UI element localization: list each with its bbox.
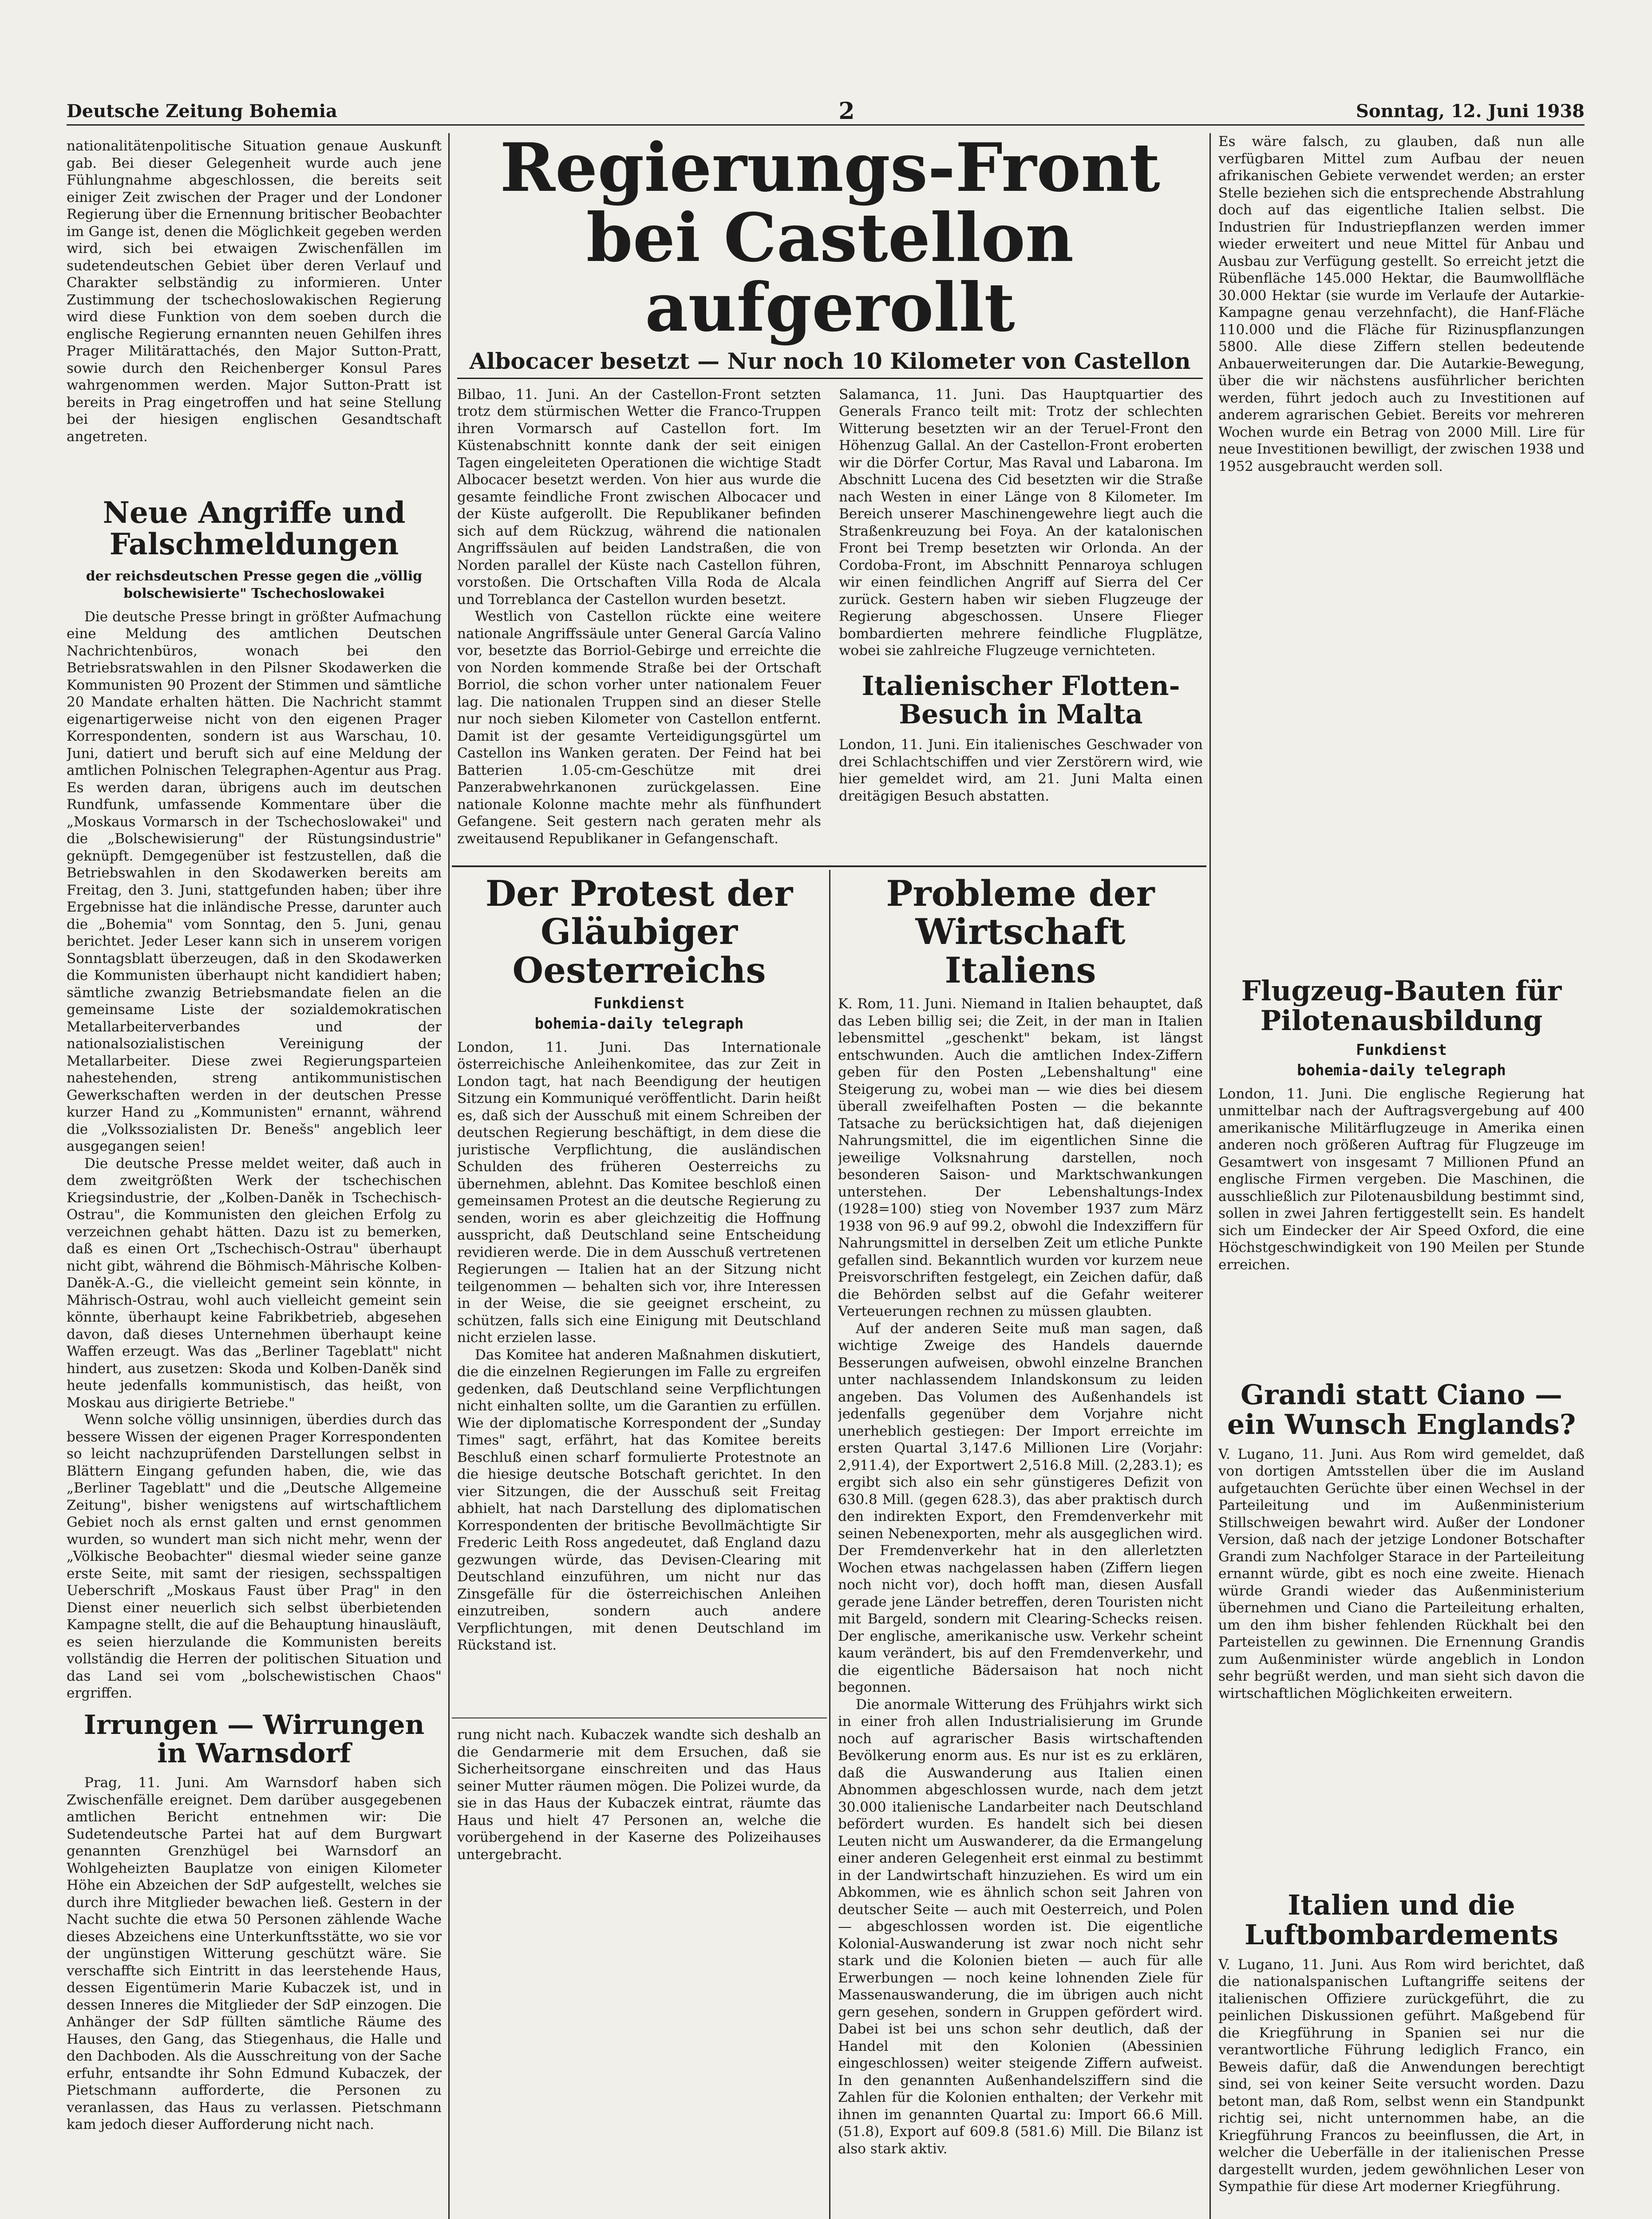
article-probleme-continued xyxy=(1218,133,1585,963)
article-regierungs-front xyxy=(457,133,1203,861)
paragraph: Die deutsche Presse meldet weiter, daß auch in dem zweitgrößten Werk der tschechischen Kriegsindustrie, der „Kolben-Daněk in Tschechisch-Ostrau", die Kommunisten den gleichen Erfolg zu verzeichnen gehabt hätten. Dazu ist zu bemerken, daß es einen Ort „Tschechisch-Ostrau" überhaupt nicht gibt, während die Böhmisch-Mährische Kolben-Daněk-A.-G., die vielleicht gemeint sein könnte, in Mährisch-Ostrau, wohl auch vielleicht gemeint sein könnte, überhaupt keine Fabrikbetrieb, abgesehen davon, daß dieses Unternehmen überhaupt keine Waffen erzeugt. Was das „Berliner Tageblatt" nicht hindert, aus zusetzen: Skoda und Kolben-Daněk sind heute jedenfalls kommunistisch, das heißt, von Moskau aus dirigierte Betriebe." xyxy=(67,1155,442,1411)
section-rule xyxy=(452,865,1206,867)
paragraph: Das Komitee hat anderen Maßnahmen diskutiert, die die einzelnen Regierungen im Falle zu ergreifen gedenken, daß Deutschland seine Verpflichtungen nicht einhalten sollte, um die Garantien zu erfüllen. Wie der diplomatische Korrespondent der „Sunday Times" sagt, erfährt, hat das Komitee bereits Beschluß einen scharf formulierte Protestnote an die hiesige deutsche Botschaft gerichtet. In den vier Sitzungen, die der Ausschuß seit Freitag abhielt, hat nach Darstellung des diplomatischen Korrespondenten der britische Bevollmächtigte Sir Frederic Leith Ross angedeutet, daß England dazu gezwungen würde, das Devisen-Clearing mit Deutschland einzuführen, um nicht nur das Zinsgefälle für die österreichischen Anleihen einzutreiben, sondern auch andere Verpflichtungen, mit denen Deutschland im Rückstand ist. xyxy=(457,1346,821,1654)
paragraph: Westlich von Castellon rückte eine weitere nationale Angriffssäule unter General García Valino vor, besetzte das Borriol-Gebirge und erreichte die von Norden kommende Straße bei der Ortschaft Borriol, die schon vorher unter nationalem Feuer lag. Die nationalen Truppen sind an dieser Stelle nur noch sieben Kilometer von Castellon entfernt. Damit ist der gesamte Verteidigungsgürtel um Castellon ins Wanken geraten. Der Feind hat bei Batterien 1.05-cm-Geschütze mit drei Panzerabwehrkanonen zurückgelassen. Eine nationale Kolonne machte mehr als fünfhundert Gefangene. Seit gestern nach geraten mehr als zweitausend Republikaner in Gefangenschaft. xyxy=(457,608,821,847)
article-source: bohemia-daily telegraph xyxy=(1297,1061,1506,1079)
page-number: 2 xyxy=(838,97,855,125)
issue-date: Sonntag, 12. Juni 1938 xyxy=(1356,100,1585,122)
article-dienst: Funkdienst xyxy=(593,995,685,1013)
paragraph: London, 11. Juni. Die englische Regierung hat unmittelbar nach der Auftragsvergebung auf 400 amerikanische Militärflugzeuge in Amerika einen anderen noch größeren Auftrag für Flugzeuge im Gesamtwert von insgesamt 7 Millionen Pfund an englische Firmen vergeben. Die Maschinen, die ausschließlich zur Pilotenausbildung bestimmt sind, sollen in zwei Jahren fertiggestellt sein. Es handelt sich um Eindecker der Air Speed Oxford, die eine Höchstgeschwindigkeit von 190 Meilen per Stunde erreichen. xyxy=(1218,1086,1585,1273)
paragraph: Es wäre falsch, zu glauben, daß nun alle verfügbaren Mittel zum Aufbau der neuen afrikanischen Gebiete verwendet werden; an erster Stelle beziehen sich die entsprechende Abstrahlung doch auf das eigentliche Italien selbst. Die Industrien für Industriepflanzen werden immer wieder erweitert und neue Mittel für Anbau und Ausbau zur Verfügung gestellt. So erreicht jetzt die Rübenfläche 145.000 Hektar, die Baumwollfläche 30.000 Hektar (sie wurde im Verlaufe der Autarkie-Kampagne genau verzehnfacht), die Hanf-Fläche 110.000 und die Fläche für Rizinuspflanzungen 5800. Alle diese Ziffern stellen bedeutende Anbauerweiterungen dar. Die Autarkie-Bewegung, über die wir nächstens ausführlicher berichten werden, führt jedoch auch zu Investitionen auf anderem agrarischen Gebiet. Bereits vor mehreren Wochen wurde ein Betrag von 2000 Mill. Lire für neue Investitionen bewilligt, der zwischen 1938 und 1952 ausgebraucht werden soll. xyxy=(1218,134,1585,474)
article-headline: Irrungen — Wirrungen in Warnsdorf xyxy=(83,1709,425,1769)
article-dienst: Funkdienst xyxy=(1356,1041,1447,1059)
article-flotte xyxy=(839,736,1203,805)
article-headline: Italienischer Flotten-Besuch in Malta xyxy=(862,670,1180,730)
article-source: bohemia-daily telegraph xyxy=(534,1015,744,1033)
paragraph: nationalitätenpolitische Situation genaue Auskunft gab. Bei dieser Gelegenheit wurde auch jene Fühlungnahme abgeschlossen, die bereits seit einiger Zeit zwischen der Prager und der Londoner Regierung über die Ernennung britischer Beobachter im Gange ist, denen die Möglichkeit gegeben werden wird, sich bei etwaigen Zwischenfällen im sudetendeutschen Gebiet über deren Verlauf und Charakter selbständig zu informieren. Unter Zustimmung der tschechoslowakischen Regierung wird diese Funktion von dem soeben durch die englische Regierung ernannten neuen Gehilfen ihres Prager Militärattachés, den Major Sutton-Pratt, sowie durch den Reichenberger Konsul Pares wahrgenommen werden. Major Sutton-Pratt ist bereits in Prag eingetroffen und hat seine Stellung bei der hiesigen englischen Gesandtschaft angetreten. xyxy=(67,138,442,445)
article-flugzeug xyxy=(1218,976,1585,1367)
paragraph: Die anormale Witterung des Frühjahrs wirkt sich in einer froh allen Industrialisierung im Grunde noch auf agrarischer Basis wirtschaftenden Bevölkerung enorm aus. Es nur ist es zu erklären, daß die Auswanderung aus Italien einen Abnommen abgeschlossen wurde, nach dem jetzt 30.000 italienische Landarbeiter nach Deutschland befördert wurden. Es handelt sich bei diesen Leuten nicht um Auswanderer, da die Ermangelung einer anderen Gelegenheit erst einmal zu bestimmt in der Landwirtschaft hinzuziehen. Es wird um ein Abkommen, wie es ähnlich schon seit Jahren von deutscher Seite — auch mit Oesterreich, und Polen — abgeschlossen worden ist. Die eigentliche Kolonial-Auswanderung ist zwar noch nicht sehr stark und die Kolonien bieten — auch für alle Erwerbungen — noch keine lohnenden Ziele für Massenauswanderung, die im übrigen auch nicht gern gesehen, sondern in Gruppen gefördert wird. Dabei ist bei uns schon sehr deutlich, daß der Handel mit den Kolonien (Abessinien eingeschlossen) weiter steigende Ziffern aufweist. In den genannten Außenhandelsziffern sind die Zahlen für die Kolonien enthalten; der Verkehr mit ihnen im genannten Quartal zu: Import 66.6 Mill. (51.8), Export auf 609.8 (581.6) Mill. Die Bilanz ist also stark aktiv. xyxy=(838,1696,1203,2157)
article-headline: Probleme der Wirtschaft Italiens xyxy=(886,874,1155,991)
paragraph: K. Rom, 11. Juni. Niemand in Italien behauptet, daß das Leben billig sei; die Zeit, in der man in Italien lebensmittel „geschenkt" bekam, ist längst entschwunden. Auch die amtlichen Index-Ziffern geben für den Posten „Lebenshaltung" eine Steigerung zu, wobei man — wie dies bei diesem überall zweifelhaften Posten — die bekannte Tatsache zu berücksichtigen hat, daß diejenigen Nahrungsmittel, die im eigentlichen Sinne die jeweilige Volksnahrung darstellen, noch besonderen Saison- und Marktschwankungen unterstehen. Der Lebenshaltungs-Index (1928=100) stieg von November 1937 zum März 1938 von 96.9 auf 99.2, obwohl die Indexziffern für Nahrungsmittel in derselben Zeit um etliche Punkte gefallen sind. Bekanntlich wurden vor kurzem neue Preisvorschriften festgelegt, ein Zeichen dafür, daß die Behörden selbst auf die Gefahr weiterer Verteuerungen rechnen zu müssen glaubten. xyxy=(838,996,1203,1320)
paragraph: Bilbao, 11. Juni. An der Castellon-Front setzten trotz dem stürmischen Wetter die Franco-Truppen ihren Vormarsch auf Castellon fort. Im Küstenabschnitt konnte dank der seit einigen Tagen eingeleiteten Operationen die wichtige Stadt Albocacer besetzt werden. Von hier aus wurde die gesamte feindliche Front zwischen Albocacer und der Küste aufgerollt. Die Republikaner befinden sich auf dem Rückzug, während die nationalen Angriffssäulen auf beiden Landstraßen, die von Norden parallel der Küste nach Castellon führen, vorstoßen. Die Ortschaften Villa Roda de Alcala und Torreblanca der Castellon wurden besetzt. xyxy=(457,386,821,608)
paragraph: Prag, 11. Juni. Am Warnsdorf haben sich Zwischenfälle ereignet. Dem darüber ausgegebenen amtlichen Bericht entnehmen wir: Die Sudetendeutsche Partei hat auf dem Burgwart genannten Grenzhügel bei Warnsdorf an Wohlgeheizten Bauplatze von einigen Kilometer Höhe ein Abzeichen der SdP aufgestellt, welches sie durch ihre Mitglieder bewachen ließ. Gestern in der Nacht suchte die etwa 50 Personen zählende Wache dieses Abzeichens eine Unterkunftsstätte, wo sie vor der ungünstigen Witterung geschützt wäre. Sie verschaffte sich Eintritt in das leerstehende Haus, dessen Eigentümerin Marie Kubaczek ist, und in dessen Inneres die Mitglieder der SdP einzogen. Die Anhänger der SdP füllten sämtliche Räume des Hauses, den Gang, das Stiegenhaus, die Halle und den Dachboden. Als die Ausschreitung von der Sache erfuhr, entsandte ihr Sohn Edmund Kubaczek, der Pietschmann aufforderte, die Personen zu veranlassen, das Haus zu verlassen. Pietschmann kam jedoch dieser Aufforderung nicht nach. xyxy=(67,1775,442,2133)
paragraph: Die deutsche Presse bringt in größter Aufmachung eine Meldung des amtlichen Deutschen Nachrichtenbüros, wonach bei den Betriebsratswahlen in den Pilsner Skodawerken die Kommunisten 90 Prozent der Stimmen und sämtliche 20 Mandate erhalten hätten. Die Nachricht stammt eigenartigerweise nicht von den eigenen Prager Korrespondenten, sondern ist aus Warschau, 10. Juni, datiert und beruft sich auf eine Meldung der amtlichen Polnischen Telegraphen-Agentur aus Prag. Es werden daran, übrigens auch im deutschen Rundfunk, umfassende Kommentare über die „Moskaus Vormarsch in der Tschechoslowakei" und die „Bolschewisierung" der Rüstungsindustrie" geknüpft. Demgegenüber ist festzustellen, daß die Betriebswahlen in den Skodawerken bereits am Freitag, den 3. Juni, stattgefunden haben; über ihre Ergebnisse hat die inländische Presse, darunter auch die „Bohemia" vom Sonntag, den 5. Juni, genau berichtet. Jeder Leser kann sich in unserem vorigen Sonntagsblatt überzeugen, daß in den Skodawerken die Kommunisten überhaupt nicht kandidiert haben; sämtliche zwanzig Betriebsmandate fielen an die gemeinsame Liste der sozialdemokratischen Metallarbeiterverbandes und der nationalsozialistischen Vereinigung der Metallarbeiter. Diese zwei Regierungsparteien nahestehenden, streng antikommunistischen Gewerkschaften werden in der deutschen Presse kurzer Hand zu „Kommunisten" ernannt, während die „Volkssozialisten Dr. Benešs" angeblich leer ausgegangen seien! xyxy=(67,608,442,1155)
article-headline: Flugzeug-Bauten für Pilotenausbildung xyxy=(1241,976,1562,1037)
paragraph: London, 11. Juni. Das Internationale österreichische Anleihenkomitee, das zur Zeit in London tagt, hat nach Beendigung der heutigen Sitzung ein Kommuniqué veröffentlicht. Darin heißt es, daß sich der Ausschuß mit einem Schreiben der deutschen Regierung beschäftigt, in dem diese die juristische Verpflichtung, die ausländischen Schulden des früheren Oesterreichs zu übernehmen, ablehnt. Das Komitee beschloß einen gemeinsamen Protest an die deutsche Regierung zu senden, worin es aber gleichzeitig die Hoffnung ausspricht, daß Deutschland seine Entscheidung revidieren werde. Die in dem Ausschuß vertretenen Regierungen — Italien hat an der Sitzung nicht teilgenommen — behalten sich vor, ihre Interessen in der Weise, die sie geeignet erscheint, zu schützen, falls sich eine Einigung mit Deutschland nicht erzielen lasse. xyxy=(457,1039,821,1346)
paragraph: V. Lugano, 11. Juni. Aus Rom wird berichtet, daß die nationalspanischen Luftangriffe seitens der italienischen Offiziere zurückgeführt, die zu peinlichen Diskussionen geführt. Maßgebend für die Kriegführung in Spanien sei nur die verantwortliche Führung lediglich Franco, ein Beweis dafür, daß die Anwendungen berechtigt sind, sei von keiner Seite versucht worden. Dazu betont man, daß Rom, selbst wenn ein Standpunkt richtig sei, nicht unternommen habe, an die Kriegführung Francos zu beeinflussen, die Art, in welcher die Ueberfälle in der italienischen Presse dargestellt wurden, jedem gewöhnlichen Leser von Sympathie für diese Art moderner Kriegführung. xyxy=(1218,1956,1585,2195)
article-grandi xyxy=(1218,1380,1585,1877)
article-attache-text xyxy=(67,138,442,493)
column-rule xyxy=(1209,133,1211,2219)
paragraph: Auf der anderen Seite muß man sagen, daß wichtige Zweige des Handels dauernde Besserungen aufweisen, obwohl einzelne Branchen unter nachlassendem Inlandskonsum zu leiden angeben. Das Volumen des Außenhandels ist jedenfalls gegenüber dem Vorjahre nicht unerheblich gestiegen: Der Import erreichte im ersten Quartal 3,147.6 Millionen Lire (Vorjahr: 2,911.4), der Exportwert 2,516.8 Mill. (2,283.1); es ergibt sich also ein sehr günstigeres Defizit von 630.8 Mill. (gegen 628.3), das aber praktisch durch den indirekten Export, den Fremdenverkehr mit seinen Nebenexporten, mehr als ausgeglichen wird. Der Fremdenverkehr hat in den allerletzten Wochen etwas nachgelassen haben (Ziffern liegen noch nicht vor), doch hofft man, diesen Ausfall gerade jene Länder betreffen, deren Touristen nicht mit Bargeld, sondern mit Clearing-Schecks reisen. Der englische, amerikanische usw. Verkehr scheint kaum verändert, bis auf den Fremdenverkehr, und die eigentliche Bädersaison hat noch nicht begonnen. xyxy=(838,1320,1203,1696)
column-rule xyxy=(448,133,450,2219)
article-headline: Regierungs-Front bei Castellon aufgerollt xyxy=(500,133,1160,347)
article-irrungen-continued xyxy=(457,1726,821,2197)
article-headline: Neue Angriffe und Falschmeldungen xyxy=(103,497,406,562)
article-neue-angriffe xyxy=(67,497,442,2201)
article-headline: Grandi statt Ciano — ein Wunsch Englands? xyxy=(1227,1380,1576,1441)
column-rule xyxy=(829,870,830,2219)
article-probleme xyxy=(838,874,1203,2197)
paper-name: Deutsche Zeitung Bohemia xyxy=(67,100,337,122)
article-front-left xyxy=(457,386,821,848)
paragraph: Salamanca, 11. Juni. Das Hauptquartier des Generals Franco teilt mit: Trotz der schlechten Witterung besetzten wir an der Teruel-Front den Höhenzug Gallal. An der Castellon-Front eroberten wir die Dörfer Cortur, Mas Raval und Labarona. Im Abschnitt Lucena des Cid besetzten wir die Straße nach Westen in einer Länge von 8 Kilometer. Im Bereich unserer Maschinengewehre liegt auch die Straßenkreuzung bei Foya. An der katalonischen Front bei Tremp besetzten wir Orlonda. An der Cordoba-Front, im Abschnitt Pennaroya schlugen wir einen feindlichen Angriff auf Sierra del Cer zurück. Gestern haben wir sieben Flugzeuge der Regierung abgeschossen. Unsere Flieger bombardierten mehrere feindliche Flugplätze, wobei sie zahlreiche Flugzeuge vernichteten. xyxy=(839,386,1203,659)
masthead xyxy=(67,98,1585,126)
article-italien xyxy=(1218,1891,1585,2197)
article-protest xyxy=(457,874,821,1713)
article-headline: Der Protest der Gläubiger Oesterreichs xyxy=(485,874,793,991)
paragraph: London, 11. Juni. Ein italienisches Geschwader von drei Schlachtschiffen und vier Zerstörern wird, wie hier gemeldet wird, am 21. Juni Malta einen dreitägigen Besuch abstatten. xyxy=(839,737,1203,804)
article-headline: Italien und die Luftbombardements xyxy=(1245,1891,1558,1951)
article-subhead: der reichsdeutschen Presse gegen die „völlig bolschewisierte" Tschechoslowakei xyxy=(86,568,423,601)
article-front-right xyxy=(839,386,1203,659)
paragraph: V. Lugano, 11. Juni. Aus Rom wird gemeldet, daß von dortigen Amtsstellen über die im Ausland aufgetauchten Gerüchte über einen Wechsel in der Parteileitung und im Außenministerium Stillschweigen bewahrt wird. Außer der Londoner Version, daß nach der jetzige Londoner Botschafter Grandi zum Nachfolger Starace in der Parteileitung ernannt würde, gibt es noch eine zweite. Hienach würde Grandi wieder das Außenministerium übernehmen und Ciano die Parteileitung erhalten, um den ihm bisher fehlenden Rückhalt bei den Parteistellen zu gewinnen. Die Ernennung Grandis zum Außenminister würde angeblich in London sehr begrüßt werden, und man sieht sich davon die wirtschaftlichen Möglichkeiten erweitern. xyxy=(1218,1446,1585,1702)
paragraph: rung nicht nach. Kubaczek wandte sich deshalb an die Gendarmerie mit dem Ersuchen, daß sie Sicherheitsorgane einschreiten und das Haus seiner Mutter räumen mögen. Die Polizei wurde, da sie in das Haus der Kubaczek eintrat, räumte das Haus und hielt 47 Personen an, welche die vorübergehend in der Kaserne des Polizeihauses untergebracht. xyxy=(457,1727,821,1863)
article-subhead: Albocacer besetzt — Nur noch 10 Kilometer von Castellon xyxy=(457,349,1203,379)
paragraph: Wenn solche völlig unsinnigen, überdies durch das bessere Wissen der eigenen Prager Korrespondenten so leicht nachzuprüfenden Darstellungen selbst in Blättern Eingang gefunden haben, die, wie das „Berliner Tageblatt" und die „Deutsche Allgemeine Zeitung", bisher wenigstens auf wirtschaftlichem Gebiet noch als ernst galten und ernst genommen wurden, so wundert man sich nicht mehr, wenn der „Völkische Beobachter" diesmal wieder seine ganze erste Seite, mit samt der riesigen, sechsspaltigen Ueberschrift „Moskaus Faust über Prag" in den Dienst einer neuerlich sich selbst überbietenden Kampagne stellt, die auf die Behauptung hinausläuft, es seien hierzulande die Kommunisten bereits vollständig die Herren der politischen Situation und das Land sei vom „bolschewistischen Chaos" ergriffen. xyxy=(67,1412,442,1702)
